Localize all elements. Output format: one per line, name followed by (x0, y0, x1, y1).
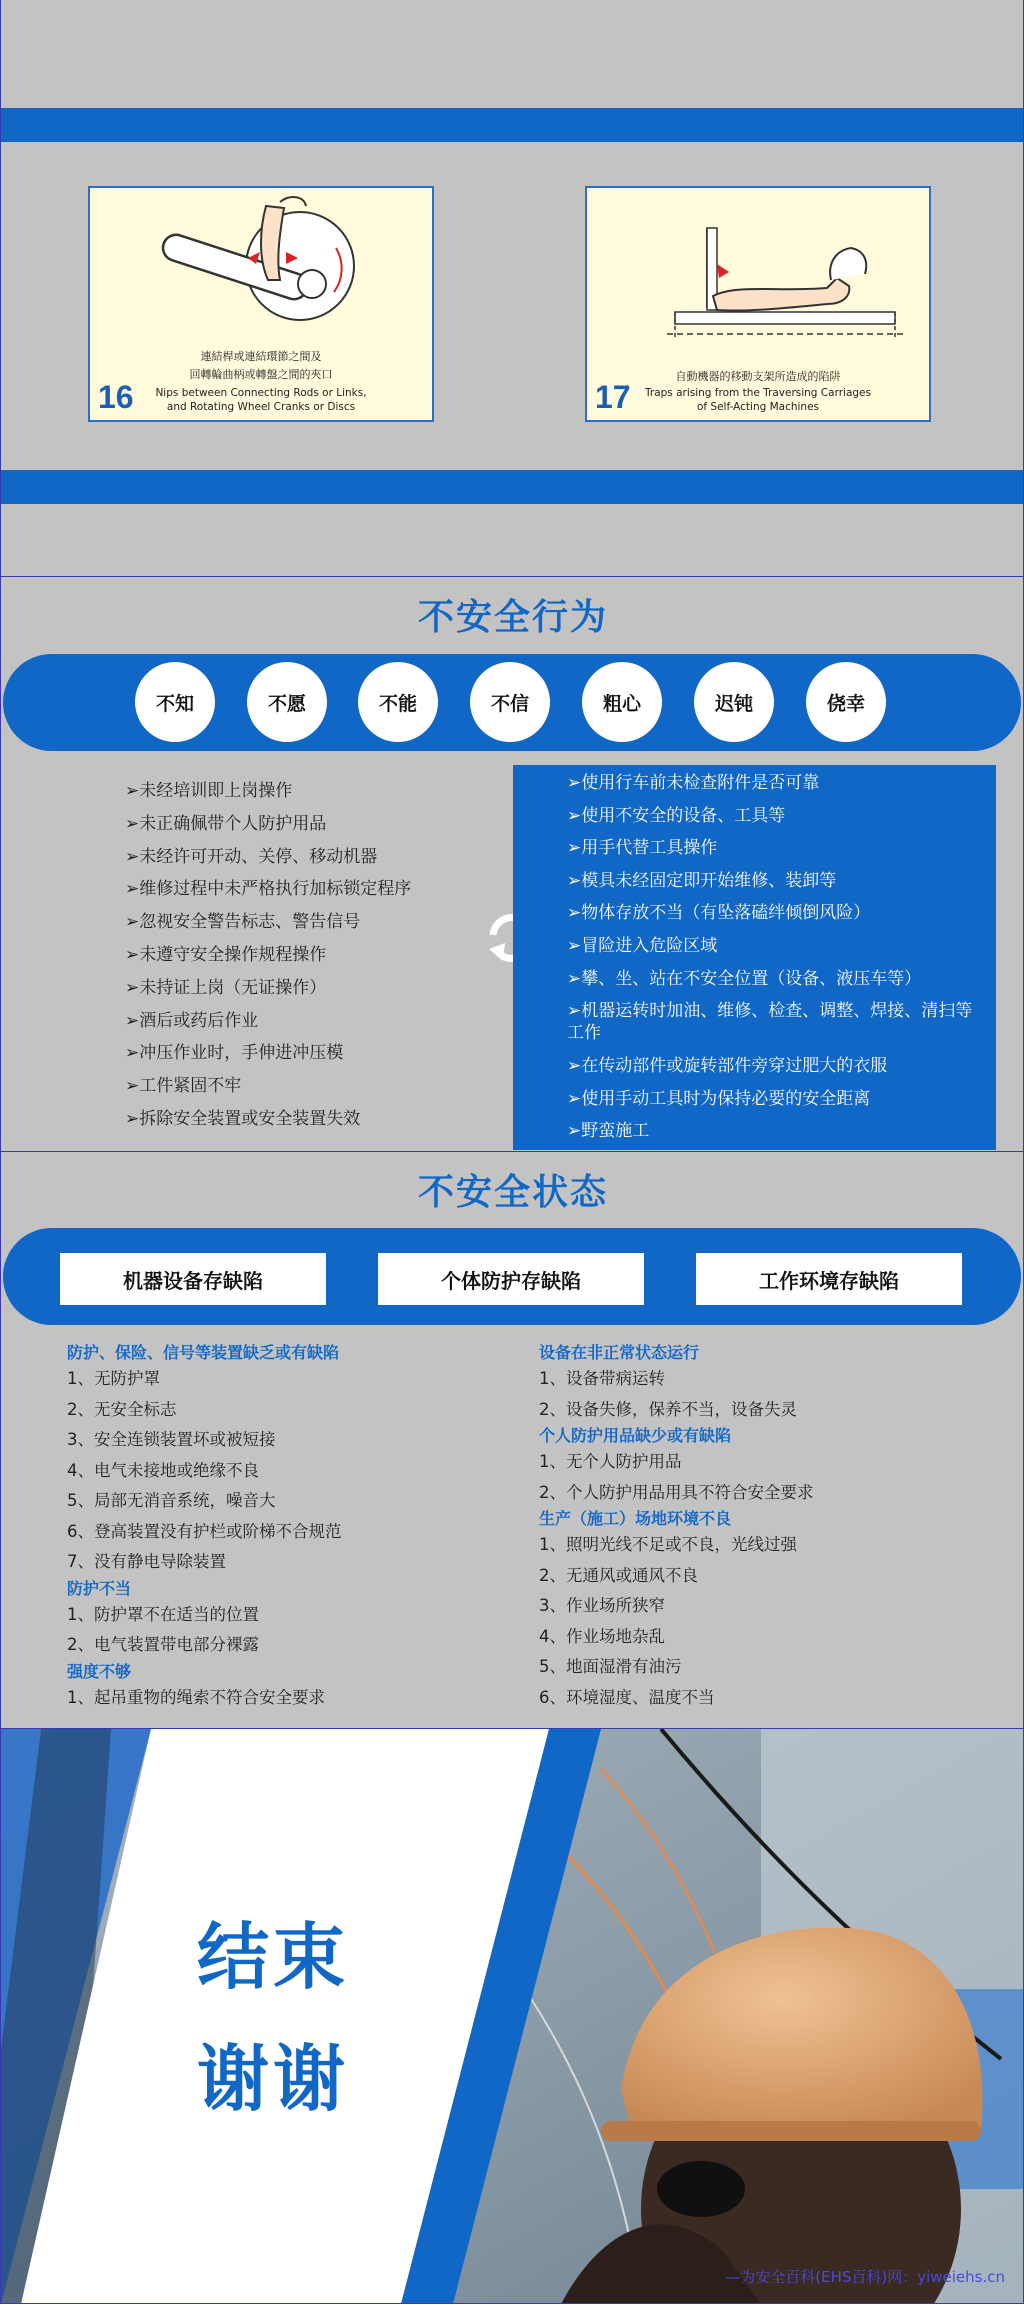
unsafe-state-title: 不安全状态 (417, 1172, 608, 1213)
ending-line-1: 结束 (197, 1915, 350, 1999)
list-item: 6、环境湿度、温度不当 (539, 1687, 715, 1707)
section-heading: 强度不够 (67, 1661, 132, 1681)
list-item: ➢机器运转时加油、维修、检查、调整、焊接、清扫等工作 (567, 1001, 973, 1044)
list-item: ➢模具未经固定即开始维修、装卸等 (567, 870, 837, 891)
list-item: ➢维修过程中未严格执行加标锁定程序 (125, 879, 412, 900)
list-item: ➢未经许可开动、关停、移动机器 (125, 846, 378, 867)
slide-ending (0, 1729, 1024, 2304)
section-heading: 生产（施工）场地环境不良 (539, 1509, 732, 1528)
list-item: 2、设备失修，保养不当，设备失灵 (539, 1399, 797, 1419)
list-item: ➢忽视安全警告标志、警告信号 (125, 912, 361, 933)
behavior-list-right-panel (513, 765, 996, 1150)
unsafe-behavior-title: 不安全行为 (417, 597, 608, 638)
hazard-card-17 (585, 186, 931, 422)
list-item: ➢物体存放不当（有坠落磕绊倾倒风险） (567, 903, 871, 924)
list-item: ➢冲压作业时，手伸进冲压模 (125, 1043, 344, 1064)
card16-en-line2: and Rotating Wheel Cranks or Discs (166, 401, 356, 413)
list-item: 5、地面湿滑有油污 (539, 1657, 682, 1676)
card17-cn-line1: 自動機器的移動支架所造成的陷阱 (675, 370, 841, 383)
cause-circle: 不愿 (247, 662, 327, 742)
list-item: ➢使用不安全的设备、工具等 (567, 805, 786, 826)
list-item: ➢野蛮施工 (567, 1121, 650, 1142)
list-item: ➢酒后或药后作业 (125, 1010, 259, 1031)
section-heading: 设备在非正常状态运行 (539, 1343, 700, 1362)
category-box-machine: 机器设备存缺陷 (60, 1253, 326, 1305)
top-blue-bar (1, 108, 1024, 142)
list-item: ➢冒险进入危险区域 (567, 935, 718, 956)
behavior-list-right (567, 767, 987, 1148)
category-box-environment: 工作环境存缺陷 (696, 1253, 962, 1305)
list-item: ➢使用行车前未检查附件是否可靠 (567, 773, 820, 793)
list-item: 7、没有静电导除装置 (67, 1552, 226, 1571)
list-item: ➢使用手动工具时为保持必要的安全距离 (567, 1088, 871, 1109)
footer-watermark: —为安全百科(EHS百科)网：yiweiehs.cn (725, 2268, 1005, 2286)
slide-unsafe-state (0, 1152, 1024, 1729)
list-item: ➢未经培训即上岗操作 (125, 781, 293, 801)
connecting-rod-hand-illustration (90, 188, 432, 348)
list-item: 3、作业场所狭窄 (539, 1596, 665, 1615)
cause-circle: 不信 (470, 662, 550, 742)
list-item: ➢工件紧固不牢 (125, 1076, 242, 1097)
slide-machine-hazards (0, 0, 1024, 577)
cause-circle: 不知 (135, 662, 215, 742)
list-item: 1、照明光线不足或不良，光线过强 (539, 1535, 797, 1554)
section-heading: 防护、保险、信号等装置缺乏或有缺陷 (67, 1343, 340, 1362)
list-item: 3、安全连锁装置坏或被短接 (67, 1430, 276, 1449)
list-item: 1、无防护罩 (67, 1369, 160, 1388)
list-item: 5、局部无消音系统，噪音大 (67, 1491, 276, 1510)
list-item: 4、作业场地杂乱 (539, 1626, 665, 1646)
list-item: 2、个人防护用品用具不符合安全要求 (539, 1482, 814, 1502)
list-item: 6、登高装置没有护栏或阶梯不合规范 (67, 1521, 342, 1541)
card17-number: 17 (595, 379, 631, 415)
list-item: ➢用手代替工具操作 (567, 838, 718, 859)
causes-band (3, 654, 1021, 751)
card16-cn-line2: 回轉輪曲柄或轉盤之間的夾口 (189, 368, 333, 381)
state-column-left (67, 1342, 342, 1713)
list-item: ➢未正确佩带个人防护用品 (125, 813, 327, 834)
list-item: ➢未持证上岗（无证操作） (125, 977, 327, 998)
list-item: ➢在传动部件或旋转部件旁穿过肥大的衣服 (567, 1056, 888, 1077)
traversing-carriage-arm-illustration (587, 188, 929, 348)
cause-circle: 粗心 (582, 662, 662, 742)
card16-en-line1: Nips between Connecting Rods or Links, (155, 387, 367, 399)
list-item: 1、防护罩不在适当的位置 (67, 1604, 259, 1624)
card16-cn-line1: 連結桿或連結環節之間及 (200, 350, 322, 363)
section-heading: 防护不当 (67, 1578, 132, 1598)
behavior-list-left (125, 775, 411, 1136)
list-item: 4、电气未接地或绝缘不良 (67, 1460, 259, 1480)
cause-circle: 不能 (358, 662, 438, 742)
list-item: ➢攀、坐、站在不安全位置（设备、液压车等） (567, 968, 922, 989)
list-item: 2、无安全标志 (67, 1399, 177, 1419)
hazard-card-16 (88, 186, 434, 422)
ending-line-2: 谢谢 (197, 2037, 350, 2121)
cause-circle: 迟钝 (694, 662, 774, 742)
card17-en-line1: Traps arising from the Traversing Carriages (645, 387, 871, 399)
list-item: ➢未遵守安全操作规程操作 (125, 944, 327, 965)
list-item: ➢拆除安全装置或安全装置失效 (125, 1108, 361, 1129)
category-box-ppe: 个体防护存缺陷 (378, 1253, 644, 1305)
list-item: 1、无个人防护用品 (539, 1452, 682, 1471)
list-item: 1、起吊重物的绳索不符合安全要求 (67, 1687, 325, 1707)
worker-photo-background (1, 1729, 1024, 2304)
cause-circle: 侥幸 (806, 662, 886, 742)
card16-number: 16 (98, 379, 134, 415)
slide-unsafe-behavior (0, 577, 1024, 1152)
state-column-right (539, 1342, 814, 1713)
bottom-blue-bar (1, 470, 1024, 504)
list-item: 1、设备带病运转 (539, 1369, 665, 1388)
list-item: 2、无通风或通风不良 (539, 1565, 698, 1585)
section-heading: 个人防护用品缺少或有缺陷 (539, 1426, 732, 1445)
card17-en-line2: of Self-Acting Machines (696, 401, 820, 413)
list-item: 2、电气装置带电部分裸露 (67, 1635, 259, 1654)
